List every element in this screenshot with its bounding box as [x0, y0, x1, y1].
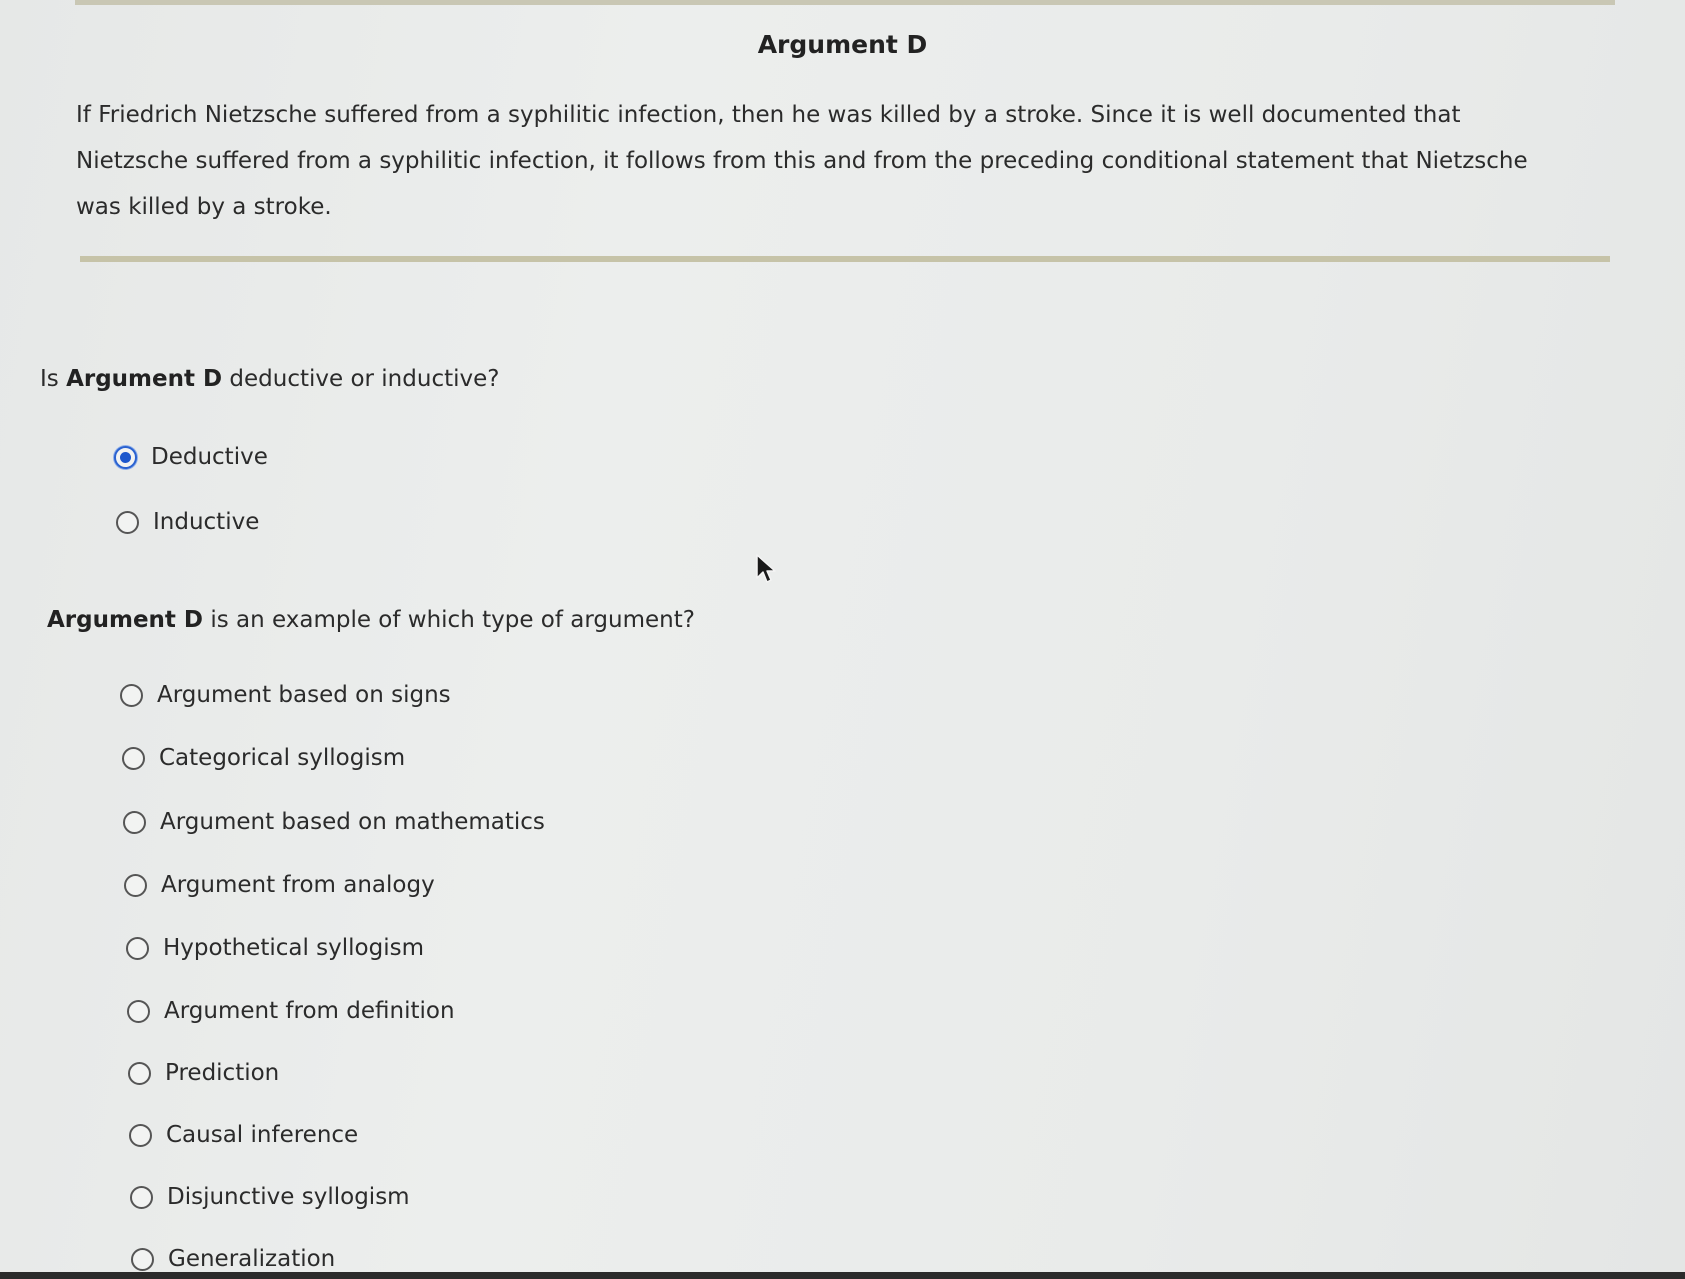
option-deductive[interactable]: [114, 444, 268, 470]
radio-hypothetical-syllogism[interactable]: [126, 937, 149, 960]
option-categorical-syllogism[interactable]: [122, 745, 405, 771]
option-causal-inference[interactable]: [129, 1122, 358, 1148]
question-argument-type: [47, 607, 695, 633]
question-argument-ref: Argument D: [47, 607, 204, 633]
radio-deductive[interactable]: [114, 446, 137, 469]
mouse-cursor-icon: [755, 553, 777, 585]
option-argument-from-definition[interactable]: [127, 998, 455, 1024]
question-argument-ref: Argument D: [66, 366, 223, 392]
option-label: Argument from definition: [164, 998, 455, 1024]
option-argument-based-on-signs[interactable]: [120, 682, 451, 708]
radio-argument-based-on-mathematics[interactable]: [123, 811, 146, 834]
option-argument-from-analogy[interactable]: [124, 872, 435, 898]
option-label: Prediction: [165, 1060, 280, 1086]
radio-prediction[interactable]: [128, 1062, 151, 1085]
question-deductive-inductive: [40, 366, 499, 392]
option-prediction[interactable]: [128, 1060, 279, 1086]
radio-argument-based-on-signs[interactable]: [120, 684, 143, 707]
option-label: Causal inference: [166, 1122, 359, 1148]
option-label: Argument based on mathematics: [160, 809, 545, 835]
option-generalization[interactable]: [131, 1246, 335, 1272]
option-label: Deductive: [151, 444, 268, 470]
option-label: Argument based on signs: [157, 682, 451, 708]
radio-argument-from-definition[interactable]: [127, 1000, 150, 1023]
option-label: Generalization: [168, 1246, 336, 1272]
option-label: Categorical syllogism: [159, 745, 406, 771]
option-label: Disjunctive syllogism: [167, 1184, 410, 1210]
radio-causal-inference[interactable]: [129, 1124, 152, 1147]
option-label: Argument from analogy: [161, 872, 435, 898]
radio-generalization[interactable]: [131, 1248, 154, 1271]
question-suffix: is an example of which type of argument?: [203, 607, 695, 633]
option-argument-based-on-mathematics[interactable]: [123, 809, 545, 835]
top-divider: [75, 0, 1615, 5]
question-suffix: deductive or inductive?: [222, 366, 500, 392]
radio-disjunctive-syllogism[interactable]: [130, 1186, 153, 1209]
section-divider: [80, 256, 1610, 262]
question-prefix: Is: [40, 366, 67, 392]
option-label: Inductive: [153, 509, 260, 535]
argument-title: Argument D: [757, 30, 928, 59]
option-label: Hypothetical syllogism: [163, 935, 424, 961]
option-disjunctive-syllogism[interactable]: [130, 1184, 410, 1210]
radio-argument-from-analogy[interactable]: [124, 874, 147, 897]
option-inductive[interactable]: [116, 509, 259, 535]
radio-inductive[interactable]: [116, 511, 139, 534]
option-hypothetical-syllogism[interactable]: [126, 935, 424, 961]
bottom-edge: [0, 1272, 1685, 1279]
argument-text: If Friedrich Nietzsche suffered from a syphilitic infection, then he was killed by a stroke. Since it is well documented that Nietzsche suffered from a syphilitic infection, it follows from this and from the preceding conditional statement that Nietzsche was killed by a stroke.: [76, 102, 1528, 220]
radio-categorical-syllogism[interactable]: [122, 747, 145, 770]
